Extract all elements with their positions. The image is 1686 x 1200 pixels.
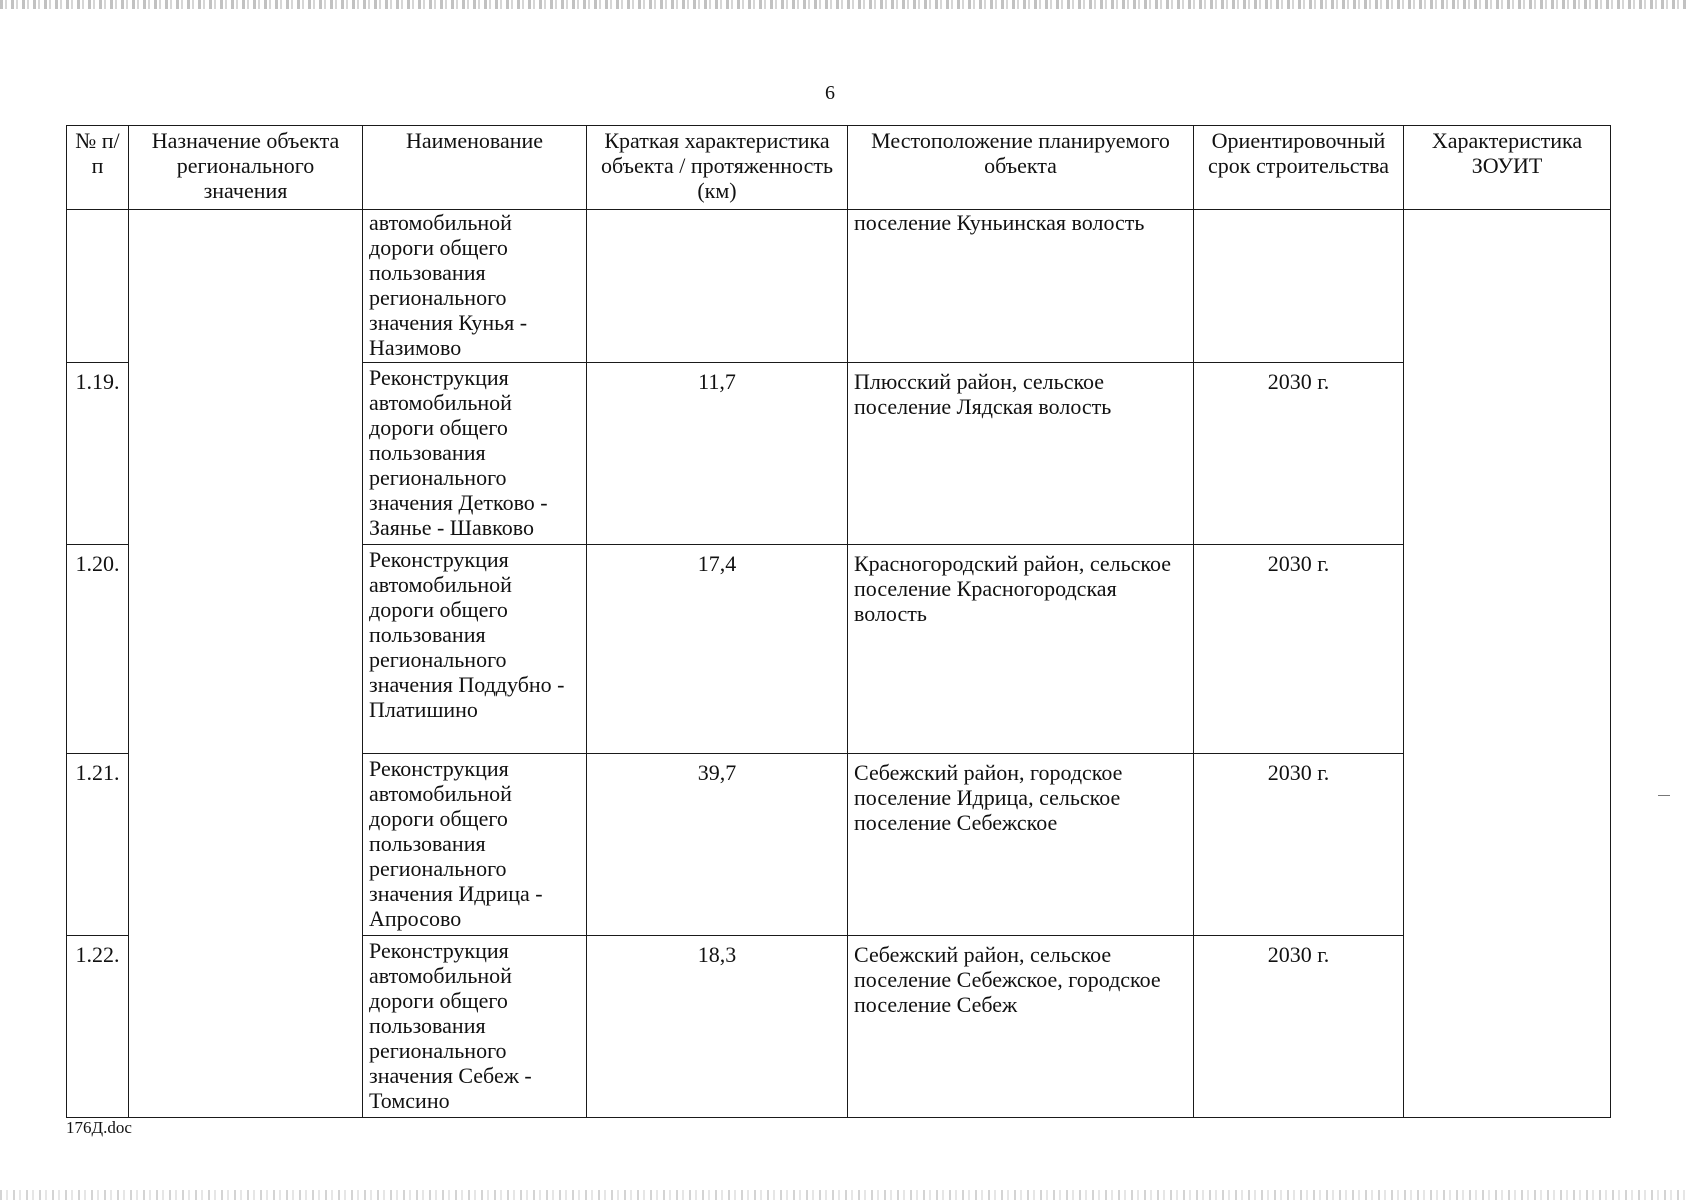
cell-zouit bbox=[1404, 210, 1611, 1118]
cell-term bbox=[1194, 210, 1404, 363]
cell-name: Реконструкция автомобильной дороги общего пользования регионального значения Себеж - Томсино bbox=[363, 936, 587, 1118]
cell-location: Себежский район, городское поселение Идрица, сельское поселение Себежское bbox=[848, 754, 1194, 936]
cell-length bbox=[587, 210, 848, 363]
header-term: Ориентировочный срок строительства bbox=[1194, 126, 1404, 210]
cell-length: 39,7 bbox=[587, 754, 848, 936]
table-row-continuation bbox=[67, 210, 1611, 363]
header-location: Местоположение планируемого объекта bbox=[848, 126, 1194, 210]
cell-term: 2030 г. bbox=[1194, 936, 1404, 1118]
cell-location: Красногородский район, сельское поселение Красногородская волость bbox=[848, 545, 1194, 754]
cell-number: 1.22. bbox=[67, 936, 129, 1118]
header-name: Наименование bbox=[363, 126, 587, 210]
cell-number bbox=[67, 210, 129, 363]
cell-purpose bbox=[129, 210, 363, 1118]
planned-objects-table bbox=[66, 125, 1611, 1118]
margin-mark bbox=[1658, 795, 1670, 796]
scan-artifact-bottom bbox=[0, 1190, 1686, 1200]
page-number: 6 bbox=[825, 82, 835, 104]
header-purpose: Назначение объекта регионального значения bbox=[129, 126, 363, 210]
cell-name: Реконструкция автомобильной дороги общего пользования регионального значения Поддубно - Платишино bbox=[363, 545, 587, 754]
cell-name: Реконструкция автомобильной дороги общего пользования регионального значения Детково - Заянье - Шавково bbox=[363, 363, 587, 545]
scan-artifact-top bbox=[0, 0, 1686, 9]
cell-name: Реконструкция автомобильной дороги общего пользования регионального значения Идрица - Апросово bbox=[363, 754, 587, 936]
cell-location: поселение Куньинская волость bbox=[848, 210, 1194, 363]
table-header-row bbox=[67, 126, 1611, 210]
cell-number: 1.19. bbox=[67, 363, 129, 545]
header-zouit: Характеристика ЗОУИТ bbox=[1404, 126, 1611, 210]
cell-term: 2030 г. bbox=[1194, 363, 1404, 545]
cell-term: 2030 г. bbox=[1194, 545, 1404, 754]
file-name-label: 176Д.doc bbox=[66, 1118, 132, 1137]
cell-length: 11,7 bbox=[587, 363, 848, 545]
cell-term: 2030 г. bbox=[1194, 754, 1404, 936]
cell-name: автомобильной дороги общего пользования регионального значения Кунья - Назимово bbox=[363, 210, 587, 363]
header-length: Краткая характеристика объекта / протяженность (км) bbox=[587, 126, 848, 210]
cell-number: 1.20. bbox=[67, 545, 129, 754]
cell-location: Плюсский район, сельское поселение Лядская волость bbox=[848, 363, 1194, 545]
cell-location: Себежский район, сельское поселение Себежское, городское поселение Себеж bbox=[848, 936, 1194, 1118]
cell-number: 1.21. bbox=[67, 754, 129, 936]
header-number: № п/п bbox=[67, 126, 129, 210]
cell-length: 17,4 bbox=[587, 545, 848, 754]
cell-length: 18,3 bbox=[587, 936, 848, 1118]
